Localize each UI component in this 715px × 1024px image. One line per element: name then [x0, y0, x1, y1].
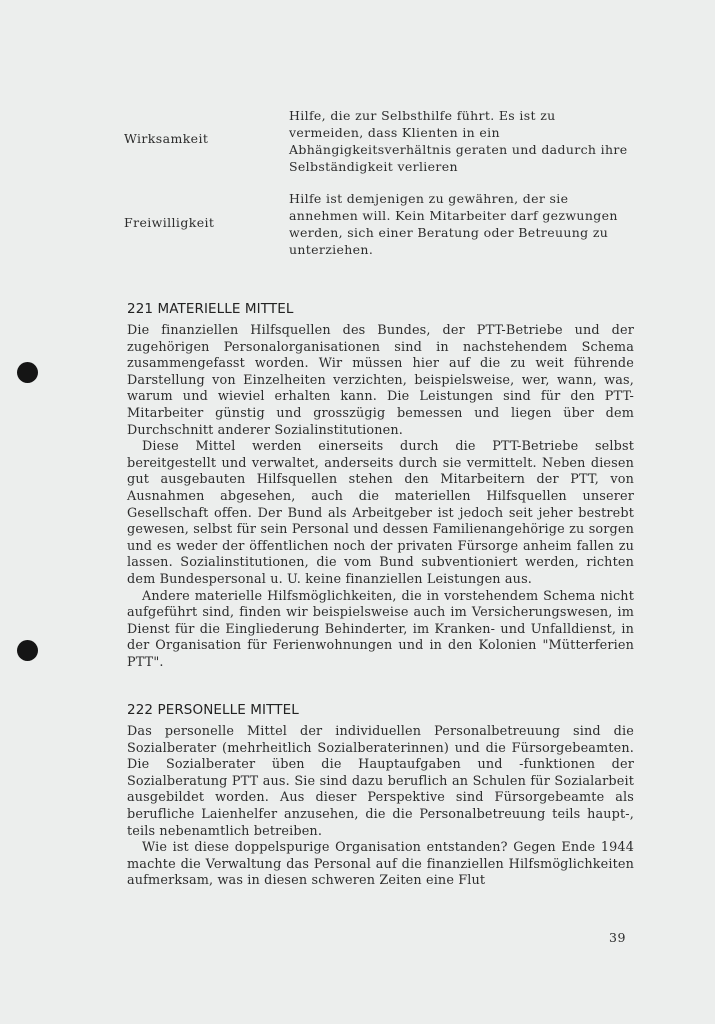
section-body-221	[127, 323, 634, 671]
binder-hole-top	[17, 362, 38, 383]
page-number: 39	[609, 930, 626, 945]
definition-term-wirksamkeit: Wirksamkeit	[124, 131, 209, 146]
paragraph: Andere materielle Hilfsmöglichkeiten, die in vorstehendem Schema nicht aufgeführt sind, finden wir beispielsweise auch im Versicherungswesen, im Dienst für die Eingliederung Behinderter, im Kranken- und Unfalldienst, in der Organisation für Ferienwohnungen und in den Kolonien "Mütterferien PTT".	[127, 588, 634, 670]
paragraph: Die finanziellen Hilfsquellen des Bundes, der PTT-Betriebe und der zugehörigen Personalorganisationen sind in nachstehendem Schema zusammengefasst worden. Wir müssen hier auf die zu weit führende Darstellung von Einzelheiten verzichten, beispielsweise, wer, wann, was, warum und wieviel erhalten kann. Die Leistungen sind für den PTT-Mitarbeiter günstig und grosszügig bemessen und liegen über dem Durchschnitt anderer Sozialinstitutionen.	[127, 323, 634, 438]
definition-text-wirksamkeit: Hilfe, die zur Selbsthilfe führt. Es ist zu vermeiden, dass Klienten in ein Abhängigkeitsverhältnis geraten und dadurch ihre Selbständigkeit verlieren	[289, 108, 628, 174]
definition-term-freiwilligkeit: Freiwilligkeit	[124, 215, 215, 230]
section-body-222	[127, 724, 634, 890]
paragraph: Wie ist diese doppelspurige Organisation entstanden? Gegen Ende 1944 machte die Verwaltung das Personal auf die finanziellen Hilfsmöglichkeiten aufmerksam, was in diesen schweren Zeiten eine Flut	[127, 840, 634, 889]
paragraph: Das personelle Mittel der individuellen Personalbetreuung sind die Sozialberater (mehrheitlich Sozialberaterinnen) und die Fürsorgebeamten. Die Sozialberater üben die Hauptaufgaben und -funktionen der Sozialberatung PTT aus. Sie sind dazu beruflich an Schulen für Sozialarbeit ausgebildet worden. Aus dieser Perspektive sind Fürsorgebeamte als berufliche Laienhelfer anzusehen, die die Personalbetreuung teils haupt-, teils nebenamtlich betreiben.	[127, 724, 634, 839]
section-heading-221: 221 MATERIELLE MITTEL	[127, 301, 294, 317]
paragraph: Diese Mittel werden einerseits durch die PTT-Betriebe selbst bereitgestellt und verwaltet, anderseits durch sie vermittelt. Neben diesen gut ausgebauten Hilfsquellen stehen den Mitarbeitern der PTT, von Ausnahmen abgesehen, auch die materiellen Hilfsquellen unserer Gesellschaft offen. Der Bund als Arbeitgeber ist jedoch seit jeher bestrebt gewesen, selbst für sein Personal und dessen Familienangehörige zu sorgen und es weder der öffentlichen noch der privaten Fürsorge anheim fallen zu lassen. Sozialinstitutionen, die vom Bund subventioniert werden, richten dem Bundespersonal u. U. keine finanziellen Leistungen aus.	[127, 439, 634, 587]
section-heading-222: 222 PERSONELLE MITTEL	[127, 702, 299, 718]
binder-hole-bottom	[17, 640, 38, 661]
definition-text-freiwilligkeit: Hilfe ist demjenigen zu gewähren, der sie annehmen will. Kein Mitarbeiter darf gezwungen werden, sich einer Beratung oder Betreuung zu unterziehen.	[289, 191, 618, 257]
